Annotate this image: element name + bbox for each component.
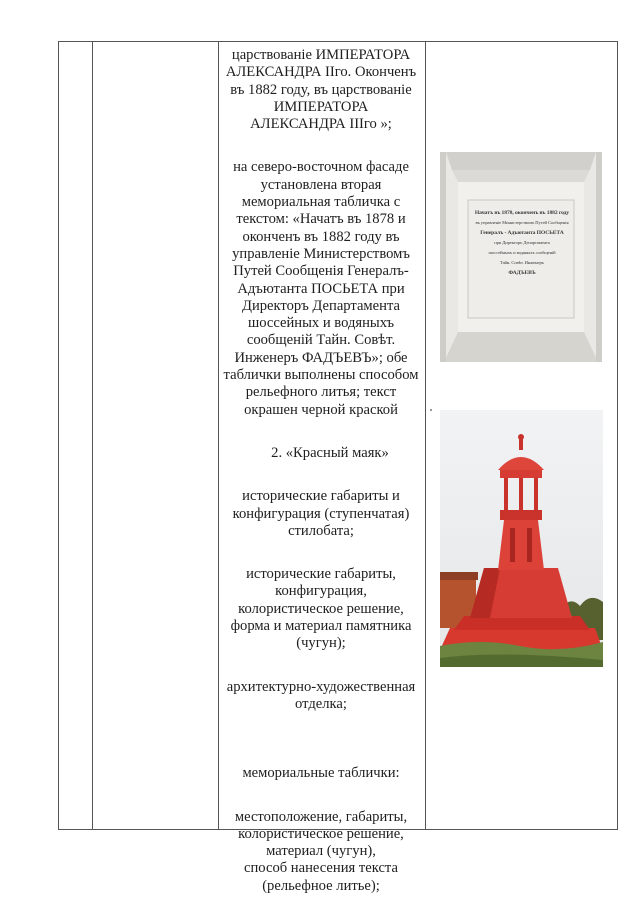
text-line: Путей Сообщенія Генералъ- (233, 263, 409, 280)
text-line: установлена вторая (260, 176, 382, 193)
memorial-plaque-photo (440, 152, 602, 362)
section-heading: 2. «Красный маяк» (271, 444, 389, 461)
red-lighthouse-photo (440, 410, 603, 667)
text-line: ИМПЕРАТОРА (273, 98, 369, 115)
column-divider (92, 42, 93, 829)
text-line: форма и материал памятника (230, 618, 412, 635)
text-line: Инженеръ ФАДЪЕВЪ»; обе (234, 349, 408, 366)
plaque-text-line: въ управленіе Министерствомъ Путей Сообщенія (475, 220, 569, 225)
plaque-text-line: шоссейныхъ и водяныхъ сообщеній (488, 250, 556, 255)
plaque-text-line: при Директоръ Департамента (494, 240, 550, 245)
text-line: АЛЕКСАНДРА ІІІго »; (250, 116, 392, 133)
plaque-inscription (468, 208, 576, 278)
column-divider (425, 42, 426, 829)
text-line: таблички выполнены способом (223, 367, 419, 384)
text-line: колористическое решение, (238, 825, 404, 842)
item-plaques-details (218, 809, 424, 895)
plaque-text-line: ФАДЪЕВЪ (508, 270, 536, 276)
text-line: управленіе Министерствомъ (232, 245, 410, 262)
text-line: шоссейных и водяныхъ (247, 315, 395, 332)
text-line: материал (чугун), (266, 843, 376, 860)
plaque-text-line: Генералъ - Адъютанта ПОСЬЕТА (480, 230, 564, 236)
requirements-text-column (218, 47, 424, 895)
paragraph-second-plaque (218, 159, 424, 418)
text-line: конфигурация (ступенчатая) (232, 505, 410, 522)
text-line: (чугун); (296, 635, 346, 652)
text-line: текстом: «Начатъ въ 1878 и (236, 211, 406, 228)
text-line: въ 1882 году, въ царствованіе (230, 81, 412, 98)
paragraph-continuation (218, 47, 424, 133)
text-line: отделка; (295, 695, 347, 712)
text-line: Адъютанта ПОСЬЕТА при (237, 280, 405, 297)
item-monument (218, 566, 424, 652)
plaque-text-line: Начатъ въ 1878, оконченъ въ 1882 году (474, 210, 570, 216)
text-line: царствованіе ИМПЕРАТОРА (231, 47, 411, 63)
text-line: мемориальная табличка с (241, 194, 401, 211)
plaques-title: мемориальные таблички: (242, 765, 400, 782)
scan-speck (430, 409, 432, 411)
lighthouse-drawing (440, 410, 603, 667)
text-line: архитектурно-художественная (226, 678, 416, 695)
text-line: конфигурация, (275, 583, 367, 600)
text-line: колористическое решение, (238, 600, 404, 617)
text-line: АЛЕКСАНДРА ІІго. Оконченъ (225, 64, 417, 81)
text-line: исторические габариты, (246, 566, 396, 583)
text-line: (рельефное литье); (262, 877, 380, 894)
text-line: сообщеній Тайн. Совѣт. (246, 332, 396, 349)
text-line: Директоръ Департамента (241, 297, 400, 314)
text-line: местоположение, габариты, (234, 808, 408, 825)
item-stylobate (218, 488, 424, 540)
text-line: окрашен черной краской (244, 401, 398, 418)
text-line: на северо-восточном фасаде (233, 159, 409, 176)
text-line: способ нанесения текста (244, 860, 398, 877)
text-line: оконченъ въ 1882 году въ (242, 228, 400, 245)
text-line: рельефного литья; текст (245, 384, 397, 401)
plaque-text-line: Тайн. Совѣт. Инженеръ (500, 260, 544, 265)
text-line: исторические габариты и (242, 488, 400, 505)
item-decor (218, 679, 424, 714)
text-line: стилобата; (288, 522, 354, 539)
